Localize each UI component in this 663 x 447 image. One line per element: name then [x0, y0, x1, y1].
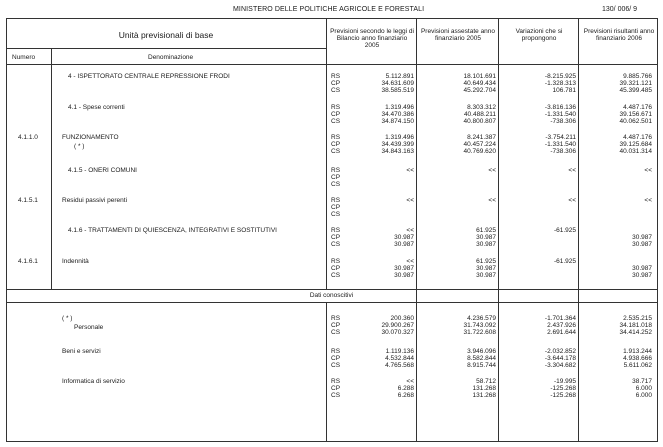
table-cell: 40.031.314: [619, 148, 652, 155]
table-cell: 34.843.163: [381, 148, 414, 155]
table-cell: -3.304.682: [544, 362, 576, 369]
table-cell: -125.268: [550, 392, 576, 399]
table-cell: 40.800.807: [463, 118, 496, 125]
table-cell: 38.717: [632, 378, 652, 385]
table-cell: 40.062.501: [619, 118, 652, 125]
col-divider-1b: [326, 302, 327, 441]
table-cell: 58.712: [476, 378, 496, 385]
header-col1: Previsioni secondo le leggi di Bilancio anno finanziario 2005: [330, 28, 414, 49]
table-cell: -1.701.364: [544, 315, 576, 322]
ministry-header: MINISTERO DELLE POLITICHE AGRICOLE E FORESTALI: [233, 6, 425, 13]
table-cell: -19.995: [553, 378, 576, 385]
table-cell: 31.743.092: [463, 322, 496, 329]
table-bottom-border: [6, 441, 657, 442]
table-cell: -1.331.540: [544, 111, 576, 118]
table-cell: 2.437.926: [547, 322, 576, 329]
right-border: [657, 18, 658, 442]
table-cell: <<: [644, 197, 652, 204]
table-cell: 30.987: [632, 272, 652, 279]
table-cell: 30.987: [394, 272, 414, 279]
table-cell: 30.987: [476, 241, 496, 248]
row-type-code: CS: [331, 118, 341, 125]
table-cell: <<: [406, 227, 414, 234]
table-cell: 61.925: [476, 227, 496, 234]
table-cell: 8.915.744: [467, 362, 496, 369]
table-cell: -3.754.211: [545, 134, 576, 141]
table-cell: 45.292.704: [463, 87, 496, 94]
table-cell: 6.000: [635, 385, 652, 392]
table-cell: 39.321.121: [619, 80, 652, 87]
section-divider: [6, 289, 657, 290]
row-type-code: RS: [331, 348, 341, 355]
row-type-code: RS: [331, 197, 341, 204]
table-cell: 40.457.224: [463, 141, 496, 148]
table-cell: 1.119.136: [385, 348, 414, 355]
table-cell: 4.487.176: [623, 134, 652, 141]
header-unita: Unità previsionali di base: [118, 30, 214, 40]
row-type-code: RS: [331, 258, 341, 265]
table-cell: 38.585.519: [381, 87, 414, 94]
row-type-code: CS: [331, 329, 341, 336]
table-cell: 4.236.579: [467, 315, 496, 322]
header-col2: Previsioni assestate anno finanziario 2005: [420, 28, 496, 42]
table-cell: 8.303.312: [467, 104, 496, 111]
table-cell: 5.112.891: [385, 73, 414, 80]
table-cell: 34.181.018: [619, 322, 652, 329]
row-type-code: RS: [331, 167, 341, 174]
row-type-code: CP: [331, 322, 341, 329]
table-cell: 30.987: [394, 234, 414, 241]
table-cell: 30.987: [476, 272, 496, 279]
table-cell: -1.328.313: [544, 80, 576, 87]
row-denomination: Beni e servizi: [62, 348, 101, 355]
row-denomination-note: ( * ): [74, 143, 85, 150]
row-type-code: RS: [331, 73, 341, 80]
table-cell: 39.125.684: [619, 141, 652, 148]
table-cell: <<: [406, 378, 414, 385]
table-cell: -61.925: [553, 258, 576, 265]
table-cell: <<: [568, 167, 576, 174]
row-type-code: CS: [331, 181, 341, 188]
table-cell: 39.156.671: [619, 111, 652, 118]
table-cell: 8.582.844: [467, 355, 496, 362]
row-denomination: Residui passivi perenti: [62, 197, 128, 204]
table-cell: -125.268: [550, 385, 576, 392]
table-cell: 4.532.844: [385, 355, 414, 362]
table-cell: 2.691.644: [547, 329, 576, 336]
header-col4: Previsioni risultanti anno finanziario 2006: [583, 28, 655, 42]
row-type-code: CP: [331, 385, 341, 392]
row-type-code: CP: [331, 111, 341, 118]
table-cell: 29.900.267: [381, 322, 414, 329]
table-cell: 61.925: [476, 258, 496, 265]
row-denomination: 4 - ISPETTORATO CENTRALE REPRESSIONE FRODI: [68, 73, 230, 80]
col-divider-3: [498, 18, 499, 442]
row-number: 4.1.6.1: [18, 258, 38, 265]
table-cell: 30.987: [476, 234, 496, 241]
table-cell: 1.913.244: [623, 348, 652, 355]
table-cell: 18.101.691: [463, 73, 496, 80]
row-type-code: RS: [331, 378, 341, 385]
table-cell: 34.414.252: [619, 329, 652, 336]
table-cell: 30.987: [394, 265, 414, 272]
row-denomination: 4.1 - Spese correnti: [68, 104, 125, 111]
table-cell: -61.925: [553, 227, 576, 234]
dati-conoscitivi-label: Dati conoscitivi: [309, 292, 354, 299]
dati-divider: [6, 302, 657, 303]
table-cell: 6.288: [397, 385, 414, 392]
col-divider-2: [416, 18, 417, 442]
row-type-code: RS: [331, 134, 341, 141]
table-cell: 40.769.620: [463, 148, 496, 155]
table-cell: -3.816.136: [544, 104, 576, 111]
table-cell: -8.215.925: [544, 73, 576, 80]
table-cell: 30.987: [632, 234, 652, 241]
table-cell: <<: [406, 167, 414, 174]
table-cell: <<: [488, 197, 496, 204]
row-type-code: CP: [331, 265, 341, 272]
table-cell: 30.070.327: [381, 329, 414, 336]
row-type-code: CS: [331, 211, 341, 218]
table-cell: 45.399.485: [619, 87, 652, 94]
table-cell: 40.488.211: [463, 111, 496, 118]
table-cell: <<: [488, 167, 496, 174]
row-type-code: CS: [331, 241, 341, 248]
table-cell: 34.439.399: [381, 141, 414, 148]
table-cell: 1.319.496: [385, 134, 414, 141]
table-cell: -2.032.852: [544, 348, 576, 355]
table-cell: 30.987: [394, 241, 414, 248]
unita-divider: [6, 48, 326, 49]
row-denomination: Indennità: [62, 258, 89, 265]
table-cell: 200.360: [390, 315, 414, 322]
numero-divider: [51, 48, 52, 289]
table-cell: <<: [568, 197, 576, 204]
row-denomination: Informatica di servizio: [62, 378, 125, 385]
table-cell: 9.885.766: [623, 73, 652, 80]
row-denomination: FUNZIONAMENTO: [62, 134, 119, 141]
table-cell: 5.611.062: [623, 362, 652, 369]
row-type-code: RS: [331, 315, 341, 322]
table-cell: 31.722.608: [463, 329, 496, 336]
table-cell: 6.268: [397, 392, 414, 399]
table-cell: 40.649.434: [463, 80, 496, 87]
table-cell: -3.644.178: [544, 355, 576, 362]
table-cell: 3.946.096: [467, 348, 496, 355]
table-cell: 1.319.496: [385, 104, 414, 111]
table-cell: -738.306: [550, 118, 576, 125]
table-cell: 34.874.150: [381, 118, 414, 125]
row-denomination: 4.1.6 - TRATTAMENTI DI QUIESCENZA, INTEGRATIVI E SOSTITUTIVI: [68, 227, 277, 234]
table-top-border: [6, 18, 657, 19]
table-cell: 30.987: [632, 265, 652, 272]
row-type-code: CP: [331, 234, 341, 241]
row-number: 4.1.1.0: [18, 134, 38, 141]
col-divider-4: [578, 18, 579, 442]
row-type-code: CS: [331, 392, 341, 399]
table-cell: <<: [644, 167, 652, 174]
table-cell: 4.765.568: [385, 362, 414, 369]
row-type-code: CS: [331, 148, 341, 155]
row-type-code: CS: [331, 87, 341, 94]
table-cell: -738.306: [550, 148, 576, 155]
row-type-code: CP: [331, 141, 341, 148]
row-denomination: 4.1.5 - ONERI COMUNI: [68, 167, 137, 174]
row-type-code: CP: [331, 204, 341, 211]
row-denomination: ( * ): [62, 315, 73, 322]
header-numero: Numero: [12, 54, 36, 61]
table-cell: 30.987: [476, 265, 496, 272]
table-cell: 34.470.386: [381, 111, 414, 118]
table-cell: 131.268: [472, 392, 496, 399]
table-cell: 8.241.387: [467, 134, 496, 141]
table-cell: 106.781: [552, 87, 576, 94]
table-cell: -1.331.540: [544, 141, 576, 148]
left-border: [6, 18, 7, 442]
row-type-code: RS: [331, 227, 341, 234]
row-denomination-note: Personale: [74, 324, 104, 331]
page-reference: 130/ 006/ 9: [602, 6, 638, 13]
table-cell: 34.631.609: [381, 80, 414, 87]
header-bottom-border: [6, 64, 657, 65]
table-cell: <<: [406, 197, 414, 204]
header-col3: Variazioni che si propongono: [515, 28, 563, 42]
header-denominazione: Denominazione: [148, 54, 194, 61]
row-type-code: CP: [331, 80, 341, 87]
table-cell: 4.487.176: [623, 104, 652, 111]
row-type-code: CS: [331, 362, 341, 369]
table-cell: <<: [406, 258, 414, 265]
table-cell: 131.268: [472, 385, 496, 392]
row-type-code: CP: [331, 355, 341, 362]
row-type-code: CP: [331, 174, 341, 181]
table-cell: 2.535.215: [623, 315, 652, 322]
table-cell: 30.987: [632, 241, 652, 248]
table-cell: 6.000: [635, 392, 652, 399]
row-type-code: CS: [331, 272, 341, 279]
col-divider-1: [326, 18, 327, 289]
table-cell: 4.938.666: [623, 355, 652, 362]
row-number: 4.1.5.1: [18, 197, 38, 204]
row-type-code: RS: [331, 104, 341, 111]
